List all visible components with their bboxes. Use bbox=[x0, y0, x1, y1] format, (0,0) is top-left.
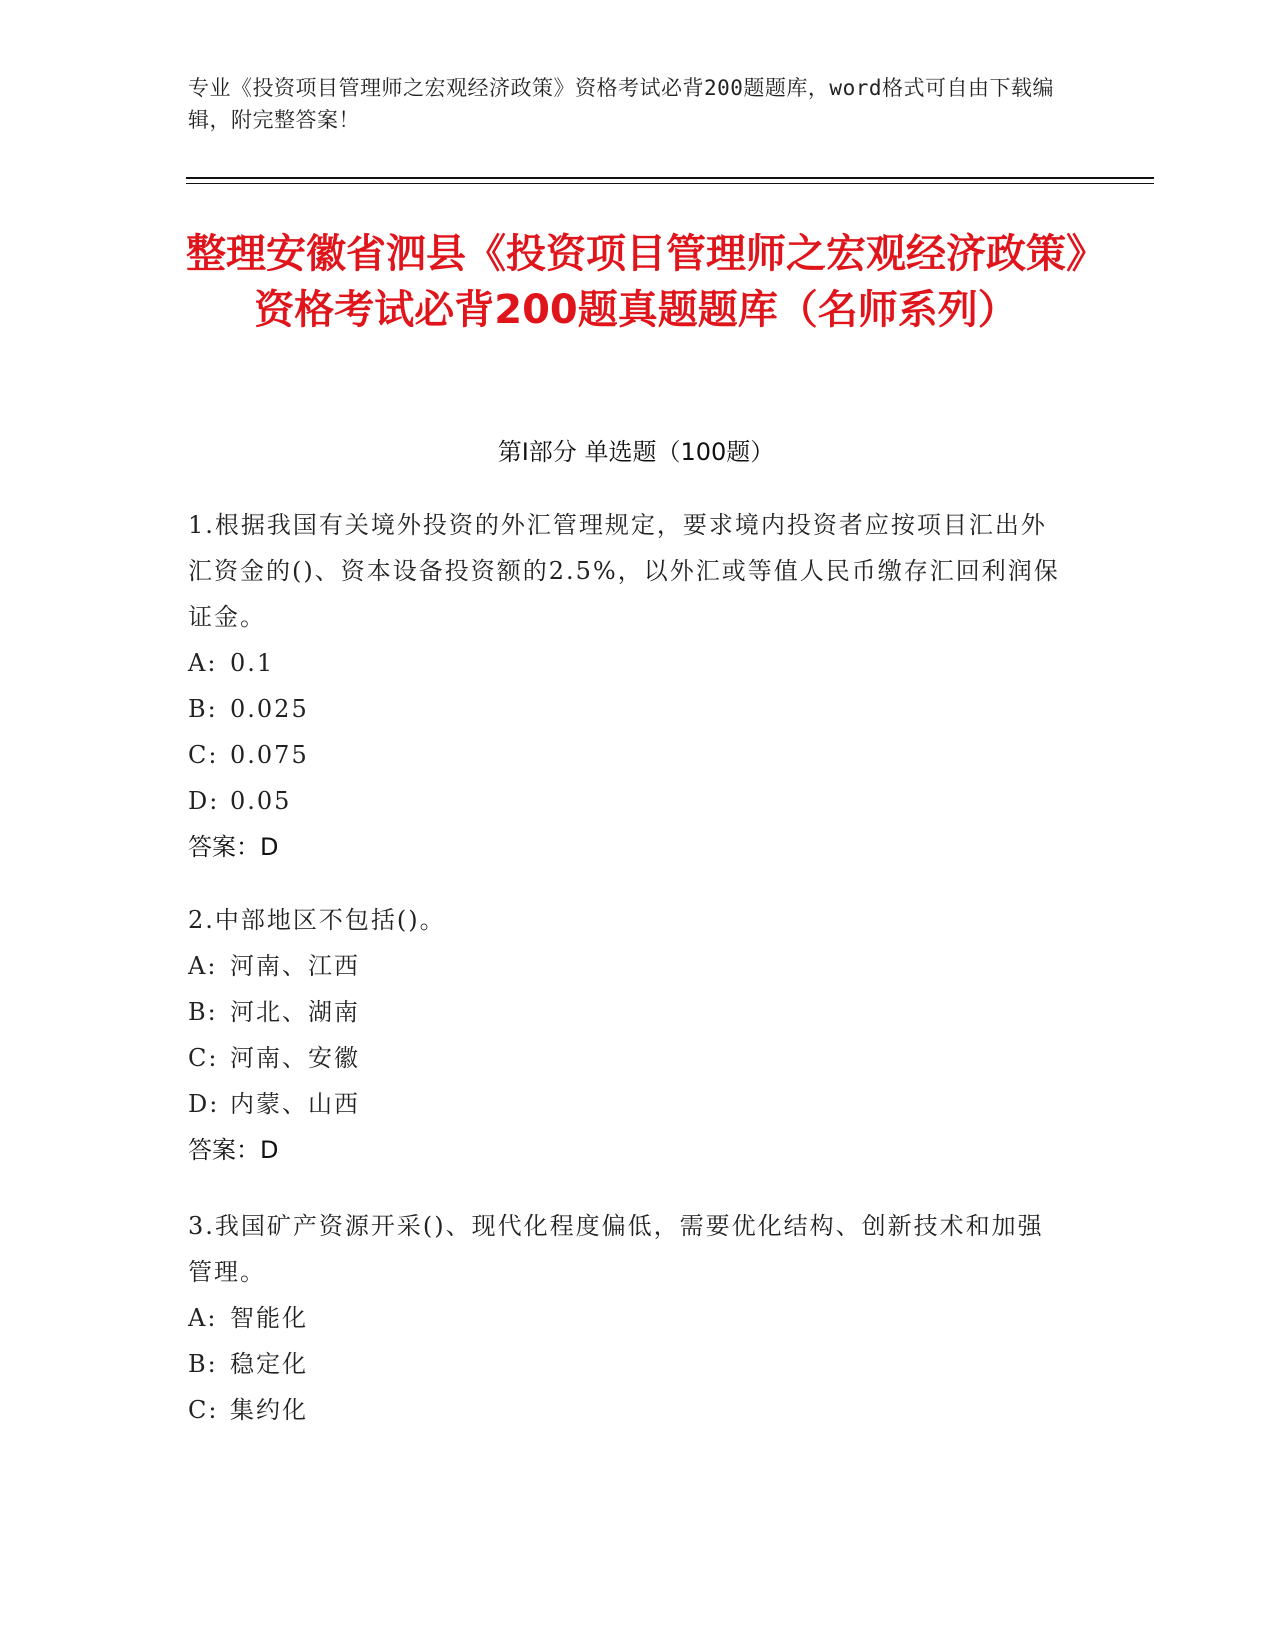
option-key: B: bbox=[188, 998, 218, 1026]
option-a bbox=[188, 1295, 1068, 1341]
option-text: 河北、湖南 bbox=[230, 998, 360, 1026]
option-d bbox=[188, 1081, 1068, 1127]
option-key: D: bbox=[188, 1090, 220, 1118]
header-note: 专业《投资项目管理师之宏观经济政策》资格考试必背200题题库，word格式可自由下载编辑，附完整答案！ bbox=[188, 76, 1054, 132]
option-b bbox=[188, 1341, 1068, 1387]
option-key: B: bbox=[188, 1350, 218, 1378]
option-a bbox=[188, 943, 1068, 989]
option-key: B: bbox=[188, 695, 218, 723]
option-key: A: bbox=[188, 649, 218, 677]
question-1 bbox=[188, 502, 1068, 870]
option-b bbox=[188, 686, 1068, 732]
question-stem: 3.我国矿产资源开采()、现代化程度偏低，需要优化结构、创新技术和加强管理。 bbox=[188, 1212, 1044, 1286]
section-title: 第I部分 单选题（100题） bbox=[497, 438, 775, 466]
question-3 bbox=[188, 1203, 1068, 1433]
question-stem: 1.根据我国有关境外投资的外汇管理规定，要求境内投资者应按项目汇出外汇资金的()、资本设备投资额的2.5%，以外汇或等值人民币缴存汇回利润保证金。 bbox=[188, 511, 1060, 631]
document-title: 整理安徽省泗县《投资项目管理师之宏观经济政策》资格考试必背200题真题题库（名师系列） bbox=[186, 231, 1086, 333]
option-text: 0.075 bbox=[230, 741, 309, 769]
option-key: A: bbox=[188, 952, 218, 980]
option-text: 河南、安徽 bbox=[230, 1044, 360, 1072]
option-c bbox=[188, 1387, 1068, 1433]
option-text: 0.025 bbox=[230, 695, 309, 723]
answer: 答案：D bbox=[188, 1136, 279, 1164]
option-text: 内蒙、山西 bbox=[230, 1090, 360, 1118]
option-key: C: bbox=[188, 1396, 219, 1424]
option-c bbox=[188, 732, 1068, 778]
answer: 答案：D bbox=[188, 833, 279, 861]
header-rule-thin bbox=[186, 183, 1154, 184]
option-text: 河南、江西 bbox=[230, 952, 360, 980]
question-stem: 2.中部地区不包括()。 bbox=[188, 906, 446, 934]
option-text: 智能化 bbox=[230, 1304, 308, 1332]
option-text: 0.05 bbox=[230, 787, 292, 815]
option-key: C: bbox=[188, 741, 219, 769]
option-text: 0.1 bbox=[230, 649, 275, 677]
option-key: D: bbox=[188, 787, 220, 815]
option-text: 集约化 bbox=[230, 1396, 308, 1424]
option-b bbox=[188, 989, 1068, 1035]
option-key: C: bbox=[188, 1044, 219, 1072]
option-key: A: bbox=[188, 1304, 218, 1332]
option-text: 稳定化 bbox=[230, 1350, 308, 1378]
option-d bbox=[188, 778, 1068, 824]
option-c bbox=[188, 1035, 1068, 1081]
header-rule-thick bbox=[186, 177, 1154, 179]
question-2 bbox=[188, 897, 1068, 1173]
option-a bbox=[188, 640, 1068, 686]
